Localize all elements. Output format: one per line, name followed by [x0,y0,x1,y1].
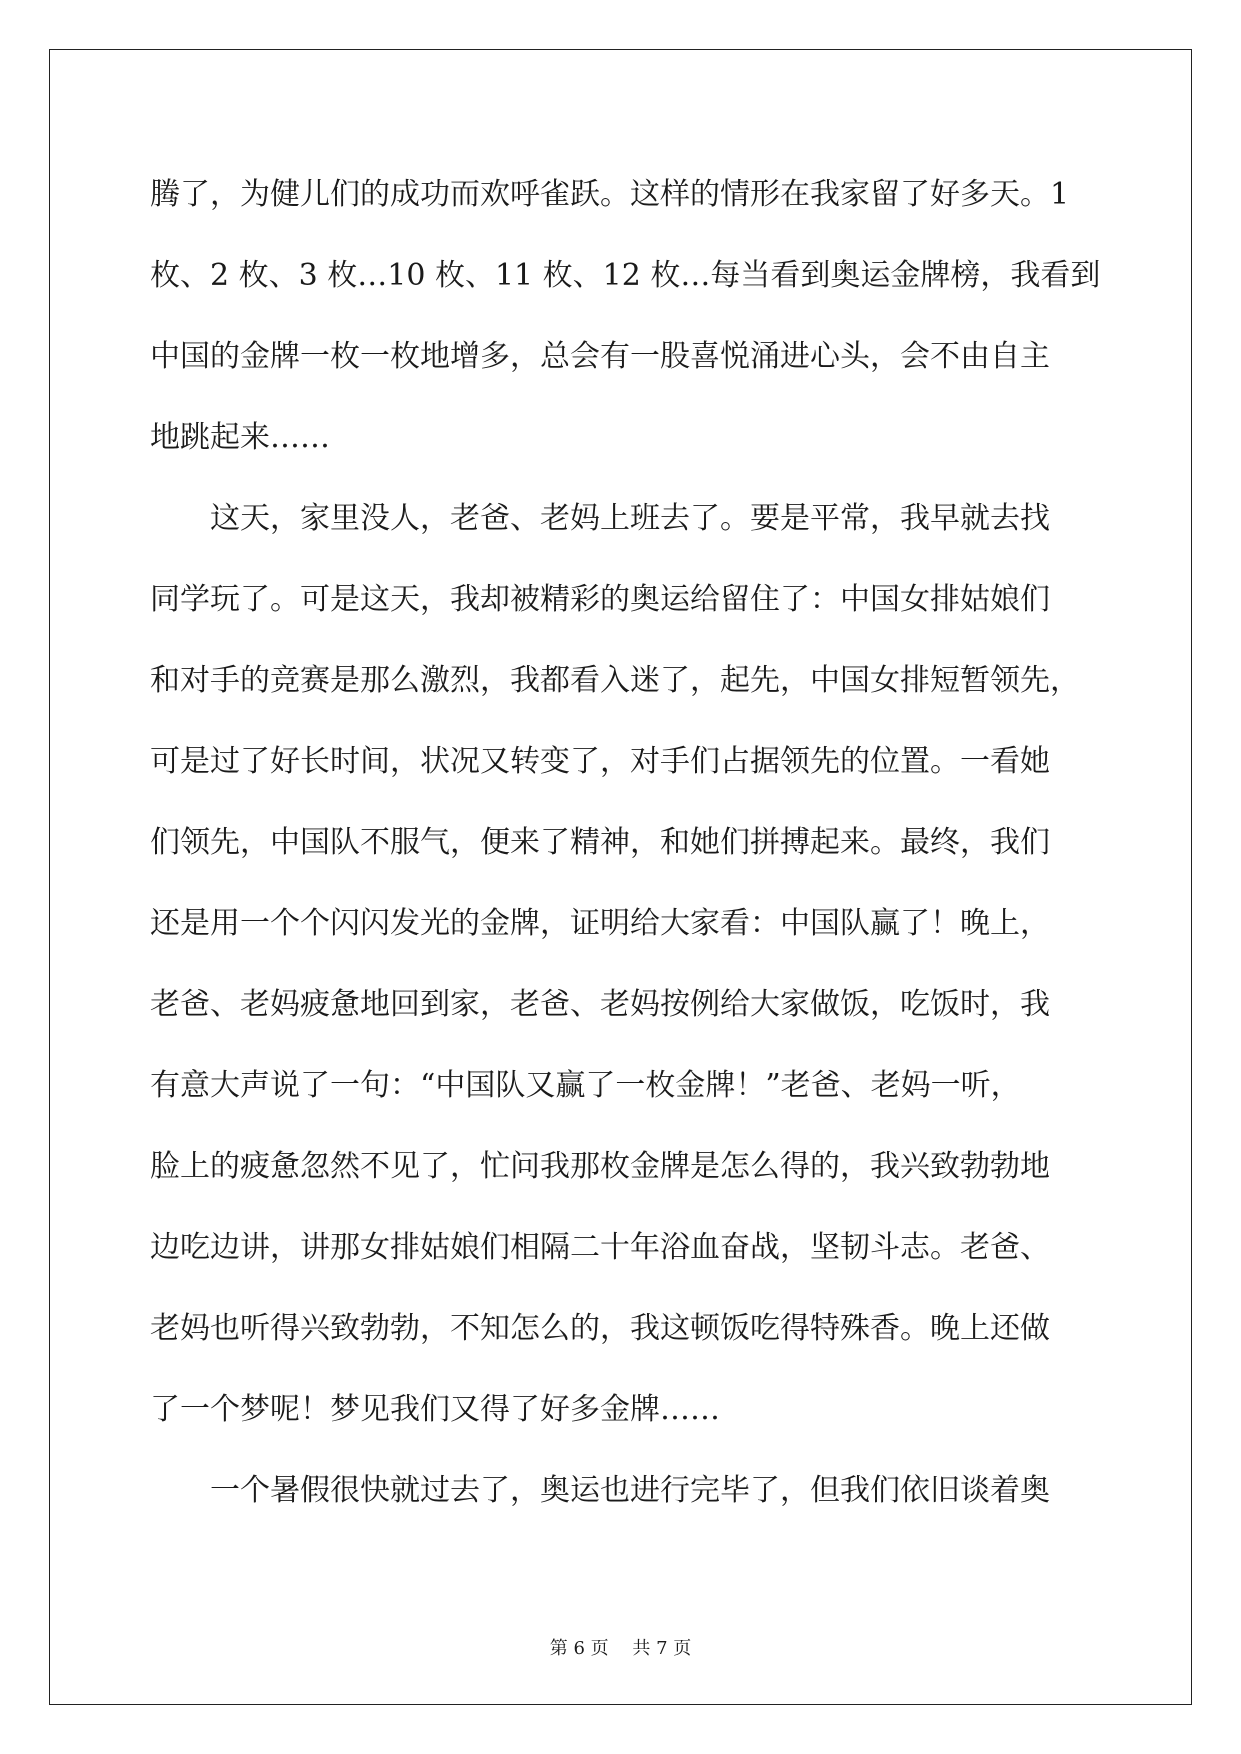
text-line: 同学玩了。可是这天，我却被精彩的奥运给留住了：中国女排姑娘们 [150,582,1050,617]
text-line: 中国的金牌一枚一枚地增多，总会有一股喜悦涌进心头，会不由自主 [150,339,1050,374]
paragraph-start-line: 一个暑假很快就过去了，奥运也进行完毕了，但我们依旧谈着奥 [210,1473,1050,1508]
text-line: 边吃边讲，讲那女排姑娘们相隔二十年浴血奋战，坚韧斗志。老爸、 [150,1230,1050,1265]
text-line: 有意大声说了一句：“中国队又赢了一枚金牌！”老爸、老妈一听， [150,1068,1021,1103]
text-line: 地跳起来…… [150,420,330,455]
text-line: 和对手的竞赛是那么激烈，我都看入迷了，起先，中国女排短暂领先， [150,663,1080,698]
text-line: 还是用一个个闪闪发光的金牌，证明给大家看：中国队赢了！晚上， [150,906,1050,941]
text-line: 老爸、老妈疲惫地回到家，老爸、老妈按例给大家做饭，吃饭时，我 [150,987,1050,1022]
text-line: 脸上的疲惫忽然不见了，忙问我那枚金牌是怎么得的，我兴致勃勃地 [150,1149,1050,1184]
paragraph-start-line: 这天，家里没人，老爸、老妈上班去了。要是平常，我早就去找 [210,501,1050,536]
document-body [150,154,1110,1531]
page-footer [0,1634,1241,1660]
text-line: 腾了，为健儿们的成功而欢呼雀跃。这样的情形在我家留了好多天。1 [150,177,1070,212]
text-line: 枚、2 枚、3 枚…10 枚、11 枚、12 枚…每当看到奥运金牌榜，我看到 [150,258,1101,293]
page-number: 第 6 页 [549,1638,609,1659]
page-total: 共 7 页 [632,1638,692,1659]
text-line: 了一个梦呢！梦见我们又得了好多金牌…… [150,1392,720,1427]
text-line: 们领先，中国队不服气，便来了精神，和她们拼搏起来。最终，我们 [150,825,1050,860]
text-line: 可是过了好长时间，状况又转变了，对手们占据领先的位置。一看她 [150,744,1050,779]
text-line: 老妈也听得兴致勃勃，不知怎么的，我这顿饭吃得特殊香。晚上还做 [150,1311,1050,1346]
